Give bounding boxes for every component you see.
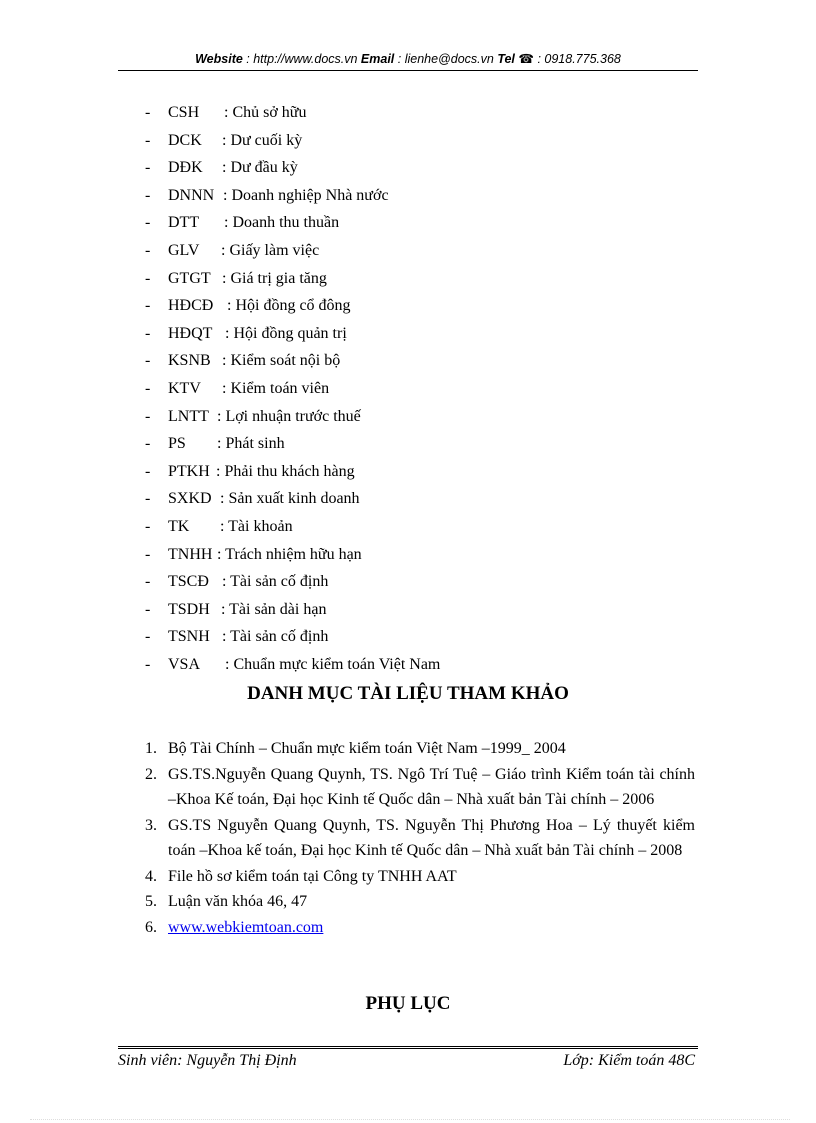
abbreviation-code: KSNB: [168, 352, 211, 370]
footer-rule-secondary: [118, 1048, 698, 1049]
email-value: : lienhe@docs.vn: [394, 52, 498, 66]
abbreviation-dash: -: [145, 435, 151, 453]
abbreviation-row: [0, 570, 816, 598]
page-edge: [30, 1119, 790, 1120]
abbreviation-code: TK: [168, 517, 190, 535]
footer-class: Lớp: Kiểm toán 48C: [563, 1052, 695, 1069]
abbreviation-code: TSCĐ: [168, 573, 209, 591]
abbreviation-row: [0, 267, 816, 295]
abbreviation-dash: -: [145, 352, 151, 370]
abbreviation-dash: -: [145, 573, 151, 591]
abbreviation-list: [0, 101, 816, 680]
abbreviation-row: [0, 515, 816, 543]
abbreviation-code: DNNN: [168, 186, 215, 204]
abbreviation-row: [0, 184, 816, 212]
email-label: Email: [360, 52, 395, 66]
reference-text: GS.TS.Nguyễn Quang Quynh, TS. Ngô Trí Tuệ – Giáo trình Kiểm toán tài chính –Khoa Kế toán, Đại học Kinh tế Quốc dân – Nhà xuất bản Tài chính – 2006: [168, 765, 695, 808]
abbreviation-dash: -: [145, 214, 151, 232]
abbreviation-row: [0, 211, 816, 239]
abbreviation-row: [0, 294, 816, 322]
abbreviation-row: [0, 101, 816, 129]
abbreviation-desc: : Giá trị gia tăng: [222, 269, 327, 287]
tel-value: : 0918.775.368: [533, 52, 621, 66]
reference-list: [0, 736, 816, 940]
reference-number: 6.: [145, 918, 157, 936]
reference-text: GS.TS Nguyễn Quang Quynh, TS. Nguyễn Thị Phương Hoa – Lý thuyết kiểm toán –Khoa kế toán, Đại học Kinh tế Quốc dân – Nhà xuất bản Tài chính – 2008: [168, 816, 695, 859]
abbreviation-code: PS: [168, 435, 186, 453]
reference-number: 1.: [145, 740, 157, 757]
reference-item: [0, 762, 816, 813]
abbreviation-code: DTT: [168, 214, 200, 232]
header-rule: [118, 70, 698, 71]
reference-item: [0, 915, 816, 941]
abbreviation-row: [0, 487, 816, 515]
abbreviation-code: SXKD: [168, 490, 212, 508]
abbreviation-dash: -: [145, 324, 151, 342]
abbreviation-desc: : Tài khoản: [220, 517, 293, 535]
reference-item: [0, 813, 816, 864]
abbreviation-desc: : Kiểm toán viên: [222, 379, 330, 397]
abbreviation-code: CSH: [168, 104, 200, 121]
abbreviation-desc: : Hội đồng quản trị: [225, 324, 347, 342]
reference-item: [0, 736, 816, 762]
abbreviation-desc: : Trách nhiệm hữu hạn: [217, 545, 362, 563]
abbreviation-desc: : Kiểm soát nội bộ: [222, 352, 341, 370]
reference-item: [0, 889, 816, 915]
abbreviation-desc: : Tài sản cố định: [222, 628, 329, 646]
abbreviation-row: [0, 156, 816, 184]
reference-number: 3.: [145, 816, 157, 834]
abbreviation-desc: : Phải thu khách hàng: [216, 462, 355, 480]
reference-number: 4.: [145, 867, 157, 885]
abbreviation-row: [0, 377, 816, 405]
footer-student: Sinh viên: Nguyễn Thị Định: [118, 1052, 297, 1069]
abbreviation-dash: -: [145, 104, 151, 121]
abbreviation-row: [0, 598, 816, 626]
abbreviation-code: HĐCĐ: [168, 297, 214, 315]
references-title: DANH MỤC TÀI LIỆU THAM KHẢO: [247, 683, 569, 704]
website-value: : http://www.docs.vn: [242, 52, 361, 66]
abbreviation-dash: -: [145, 131, 151, 149]
reference-link[interactable]: www.webkiemtoan.com: [168, 918, 324, 936]
phone-icon: ☎: [518, 52, 534, 66]
abbreviation-dash: -: [145, 600, 151, 618]
footer-rule: [118, 1046, 698, 1047]
abbreviation-code: LNTT: [168, 407, 209, 425]
page-header: [118, 51, 698, 66]
tel-label: Tel: [497, 52, 515, 66]
abbreviation-code: KTV: [168, 379, 201, 397]
abbreviation-desc: : Phát sinh: [217, 435, 285, 453]
abbreviation-desc: : Giấy làm việc: [221, 241, 320, 259]
abbreviation-code: DCK: [168, 131, 202, 149]
abbreviation-dash: -: [145, 517, 151, 535]
appendix-title: PHỤ LỤC: [365, 993, 451, 1014]
abbreviation-desc: : Doanh nghiệp Nhà nước: [223, 186, 389, 204]
abbreviation-code: GTGT: [168, 269, 211, 287]
reference-text: Bộ Tài Chính – Chuẩn mực kiểm toán Việt Nam –1999_ 2004: [168, 740, 566, 757]
abbreviation-desc: : Chủ sở hữu: [224, 104, 307, 121]
abbreviation-row: [0, 625, 816, 653]
abbreviation-desc: : Dư đầu kỳ: [222, 159, 298, 177]
abbreviation-row: [0, 129, 816, 157]
abbreviation-code: GLV: [168, 241, 200, 259]
abbreviation-dash: -: [145, 241, 151, 259]
abbreviation-dash: -: [145, 628, 151, 646]
abbreviation-code: TNHH: [168, 545, 213, 563]
abbreviation-row: [0, 322, 816, 350]
abbreviation-dash: -: [145, 379, 151, 397]
abbreviation-dash: -: [145, 297, 151, 315]
abbreviation-desc: : Chuẩn mực kiểm toán Việt Nam: [225, 655, 441, 673]
abbreviation-dash: -: [145, 407, 151, 425]
reference-item: [0, 864, 816, 890]
abbreviation-row: [0, 653, 816, 681]
abbreviation-desc: : Lợi nhuận trước thuế: [217, 407, 361, 425]
abbreviation-dash: -: [145, 269, 151, 287]
abbreviation-dash: -: [145, 490, 151, 508]
reference-text: File hồ sơ kiểm toán tại Công ty TNHH AAT: [168, 867, 457, 885]
abbreviation-code: TSDH: [168, 600, 210, 618]
abbreviation-desc: : Hội đồng cổ đông: [227, 297, 351, 315]
abbreviation-code: VSA: [168, 655, 201, 673]
abbreviation-code: DĐK: [168, 159, 203, 177]
abbreviation-desc: : Doanh thu thuần: [224, 214, 340, 232]
abbreviation-row: [0, 432, 816, 460]
reference-number: 2.: [145, 765, 157, 783]
reference-number: 5.: [145, 893, 157, 910]
abbreviation-dash: -: [145, 462, 151, 480]
abbreviation-code: HĐQT: [168, 324, 213, 342]
abbreviation-row: [0, 543, 816, 571]
abbreviation-dash: -: [145, 545, 151, 563]
abbreviation-code: PTKH: [168, 462, 210, 480]
abbreviation-dash: -: [145, 655, 151, 673]
abbreviation-desc: : Tài sản cố định: [222, 573, 329, 591]
abbreviation-row: [0, 405, 816, 433]
abbreviation-desc: : Dư cuối kỳ: [222, 131, 303, 149]
abbreviation-code: TSNH: [168, 628, 210, 646]
abbreviation-row: [0, 349, 816, 377]
abbreviation-row: [0, 460, 816, 488]
abbreviation-dash: -: [145, 159, 151, 177]
abbreviation-dash: -: [145, 186, 151, 204]
abbreviation-desc: : Tài sản dài hạn: [221, 600, 327, 618]
website-label: Website: [195, 52, 243, 66]
abbreviation-row: [0, 239, 816, 267]
reference-text: Luận văn khóa 46, 47: [168, 893, 308, 910]
abbreviation-desc: : Sản xuất kinh doanh: [220, 490, 360, 508]
